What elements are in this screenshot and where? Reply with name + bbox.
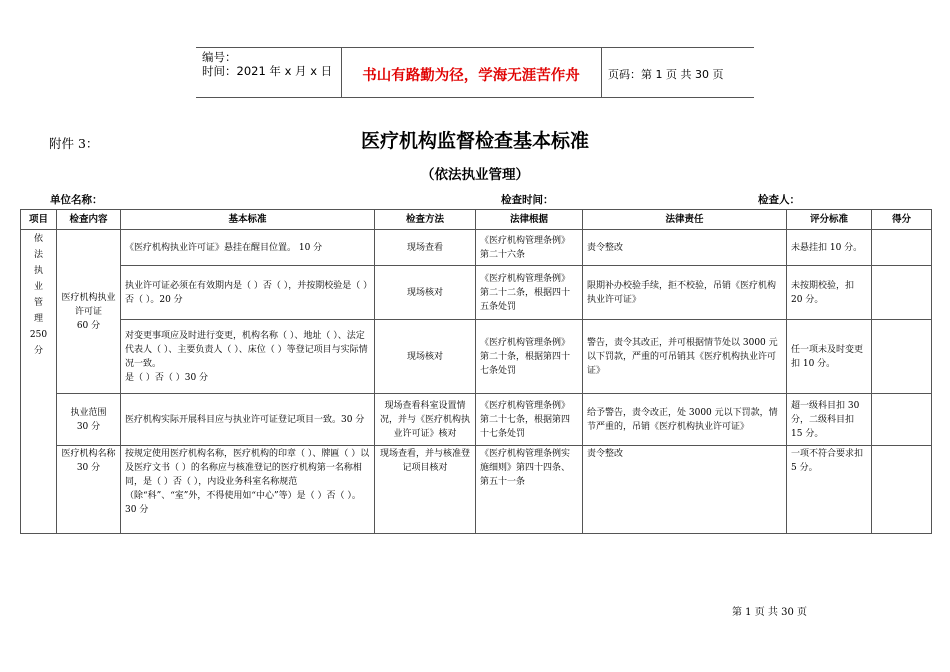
header-score: 得分	[872, 210, 932, 230]
scoring-cell: 未悬挂扣 10 分。	[787, 230, 872, 266]
scoring-cell: 任一项未及时变更扣 10 分。	[787, 320, 872, 394]
liability-cell: 限期补办校验手续，拒不校验，吊销《医疗机构执业许可证》	[583, 266, 787, 320]
liability-cell: 责令整改	[583, 230, 787, 266]
document-number-label: 编号：	[202, 50, 237, 64]
table-row	[21, 320, 932, 394]
basis-cell: 《医疗机构管理条例实施细则》第四十四条、第五十一条	[476, 446, 583, 534]
method-cell: 现场核对	[375, 320, 476, 394]
inspection-time-label: 检查时间：	[501, 194, 554, 206]
page-title: 医疗机构监督检查基本标准	[360, 130, 589, 152]
inspection-standards-table	[20, 209, 932, 534]
score-cell	[872, 230, 932, 266]
document-header	[196, 47, 754, 98]
basis-cell: 《医疗机构管理条例》第二十六条	[476, 230, 583, 266]
basis-cell: 《医疗机构管理条例》第二十七条，根据第四十七条处罚	[476, 394, 583, 446]
basis-cell: 《医疗机构管理条例》第二十条，根据第四十七条处罚	[476, 320, 583, 394]
table-row	[21, 446, 932, 534]
method-cell: 现场查看科室设置情况，并与《医疗机构执业许可证》核对	[375, 394, 476, 446]
method-cell: 现场核对	[375, 266, 476, 320]
standard-cell: 医疗机构实际开展科目应与执业许可证登记项目一致。30 分	[121, 394, 375, 446]
header-project: 项目	[21, 210, 57, 230]
liability-cell: 警告，责令其改正，并可根据情节处以 3000 元以下罚款，严重的可吊销其《医疗机构执业许可证》	[583, 320, 787, 394]
standard-cell: 按规定使用医疗机构名称，医疗机构的印章（ ）、牌匾（ ）以及医疗文书（ ）的名称应与核准登记的医疗机构第一名称相同，是（ ）否（ ），内设业务科室名称规范（除“科”、“室”外，不得使用如“中心”等）是（ ）否（ ）。30 分	[121, 446, 375, 534]
table-row	[21, 230, 932, 266]
score-cell	[872, 320, 932, 394]
header-content: 检查内容	[57, 210, 121, 230]
table-row	[21, 394, 932, 446]
basis-cell: 《医疗机构管理条例》第二十二条，根据四十五条处罚	[476, 266, 583, 320]
scoring-cell: 一项不符合要求扣 5 分。	[787, 446, 872, 534]
standard-cell: 执业许可证必须在有效期内是（ ）否（ ），并按期校验是（ ）否（ ）。20 分	[121, 266, 375, 320]
scope-group-cell: 执业范围 30 分	[57, 394, 121, 446]
header-method: 检查方法	[375, 210, 476, 230]
method-cell: 现场查看，并与核准登记项目核对	[375, 446, 476, 534]
project-cell: 依 法 执 业 管 理 250 分	[21, 230, 57, 534]
page-subtitle: （依法执业管理）	[421, 167, 529, 183]
header-divider	[601, 48, 602, 97]
license-group-cell: 医疗机构执业许可证 60 分	[57, 230, 121, 394]
header-standard: 基本标准	[121, 210, 375, 230]
score-cell	[872, 446, 932, 534]
naming-group-cell: 医疗机构名称 30 分	[57, 446, 121, 534]
inspector-label: 检查人：	[758, 194, 800, 206]
table-header-row	[21, 210, 932, 230]
liability-cell: 给予警告，责令改正，处 3000 元以下罚款，情节严重的，吊销《医疗机构执业许可证》	[583, 394, 787, 446]
header-motto: 书山有路勤为径，学海无涯苦作舟	[362, 68, 580, 84]
liability-cell: 责令整改	[583, 446, 787, 534]
scoring-cell: 未按期校验，扣 20 分。	[787, 266, 872, 320]
page-footer: 第 1 页 共 30 页	[732, 607, 807, 618]
header-basis: 法律根据	[476, 210, 583, 230]
header-page-info: 页码：第 1 页 共 30 页	[608, 68, 724, 81]
header-liability: 法律责任	[583, 210, 787, 230]
attachment-label: 附件 3：	[49, 136, 99, 151]
method-cell: 现场查看	[375, 230, 476, 266]
standard-cell: 《医疗机构执业许可证》悬挂在醒目位置。 10 分	[121, 230, 375, 266]
table-row	[21, 266, 932, 320]
document-time: 时间：2021 年 x 月 x 日	[202, 64, 333, 78]
header-info	[202, 50, 332, 78]
unit-name-label: 单位名称：	[50, 194, 103, 206]
score-cell	[872, 266, 932, 320]
header-scoring: 评分标准	[787, 210, 872, 230]
standard-cell: 对变更事项应及时进行变更，机构名称（ ）、地址（ ）、法定代表人（ ）、主要负责人（ ）、床位（ ）等登记项目与实际情况一致。 是（ ）否（ ）30 分	[121, 320, 375, 394]
scoring-cell: 超一级科目扣 30 分，二级科目扣 15 分。	[787, 394, 872, 446]
score-cell	[872, 394, 932, 446]
